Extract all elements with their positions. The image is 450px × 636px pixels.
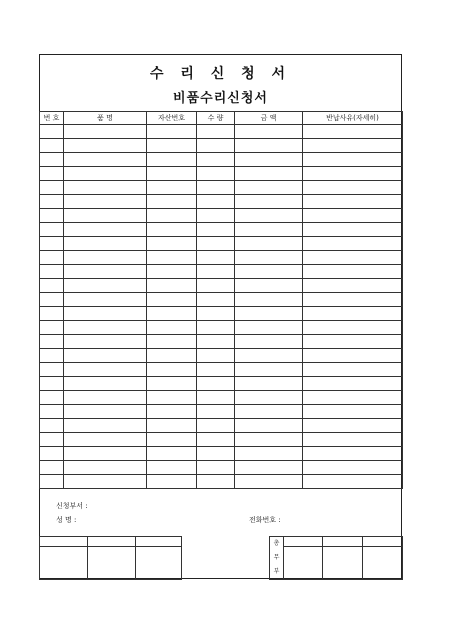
table-cell[interactable] (197, 405, 235, 419)
table-cell[interactable] (40, 167, 64, 181)
table-cell[interactable] (64, 251, 147, 265)
table-cell[interactable] (64, 391, 147, 405)
table-row (40, 433, 403, 447)
table-cell[interactable] (197, 125, 235, 139)
table-cell[interactable] (303, 377, 403, 391)
table-cell[interactable] (147, 447, 197, 461)
table-cell[interactable] (303, 139, 403, 153)
table-cell[interactable] (303, 363, 403, 377)
table-cell[interactable] (197, 377, 235, 391)
table-cell[interactable] (235, 363, 303, 377)
table-cell[interactable] (40, 153, 64, 167)
table-cell[interactable] (64, 181, 147, 195)
table-cell[interactable] (197, 209, 235, 223)
table-row (40, 405, 403, 419)
items-table (39, 111, 403, 489)
table-cell[interactable] (147, 419, 197, 433)
col-header-asset-number: 자산번호 (147, 112, 197, 125)
table-cell[interactable] (235, 307, 303, 321)
table-cell[interactable] (197, 251, 235, 265)
table-cell[interactable] (235, 209, 303, 223)
table-cell[interactable] (40, 433, 64, 447)
table-cell[interactable] (147, 195, 197, 209)
table-cell[interactable] (197, 419, 235, 433)
table-cell[interactable] (40, 251, 64, 265)
table-cell[interactable] (40, 237, 64, 251)
table-cell[interactable] (235, 293, 303, 307)
table-cell[interactable] (197, 447, 235, 461)
table-cell[interactable] (147, 335, 197, 349)
table-row (40, 139, 403, 153)
table-row (40, 293, 403, 307)
table-cell[interactable] (303, 293, 403, 307)
table-cell[interactable] (235, 433, 303, 447)
table-cell[interactable] (235, 321, 303, 335)
table-row (40, 391, 403, 405)
table-cell[interactable] (235, 265, 303, 279)
table-cell[interactable] (40, 363, 64, 377)
table-cell[interactable] (64, 195, 147, 209)
table-row (40, 349, 403, 363)
table-cell[interactable] (303, 153, 403, 167)
table-cell[interactable] (197, 293, 235, 307)
table-cell[interactable] (235, 349, 303, 363)
table-cell[interactable] (235, 461, 303, 475)
form-title: 수 리 신 청 서 (149, 66, 292, 82)
table-cell[interactable] (303, 447, 403, 461)
table-row (40, 251, 403, 265)
table-cell[interactable] (147, 265, 197, 279)
table-cell[interactable] (64, 293, 147, 307)
table-cell[interactable] (40, 321, 64, 335)
table-cell[interactable] (303, 391, 403, 405)
table-cell[interactable] (303, 265, 403, 279)
table-cell[interactable] (64, 363, 147, 377)
table-cell[interactable] (303, 335, 403, 349)
table-cell[interactable] (235, 279, 303, 293)
table-cell[interactable] (147, 167, 197, 181)
table-cell[interactable] (147, 307, 197, 321)
table-header-row (40, 112, 403, 125)
applicant-dept-label: 신청부서 : (56, 502, 88, 510)
table-cell[interactable] (64, 237, 147, 251)
table-cell[interactable] (147, 153, 197, 167)
table-cell[interactable] (40, 335, 64, 349)
table-cell[interactable] (40, 391, 64, 405)
table-cell[interactable] (64, 167, 147, 181)
table-cell[interactable] (64, 279, 147, 293)
table-row (40, 307, 403, 321)
table-cell[interactable] (303, 321, 403, 335)
table-cell[interactable] (40, 181, 64, 195)
table-cell[interactable] (235, 251, 303, 265)
col-header-quantity: 수 량 (197, 112, 235, 125)
table-cell[interactable] (40, 195, 64, 209)
table-cell[interactable] (235, 237, 303, 251)
table-row (40, 209, 403, 223)
table-cell[interactable] (64, 475, 147, 489)
table-cell[interactable] (40, 125, 64, 139)
table-cell[interactable] (147, 475, 197, 489)
table-row (40, 419, 403, 433)
table-cell[interactable] (64, 377, 147, 391)
table-cell[interactable] (147, 293, 197, 307)
table-row (40, 461, 403, 475)
table-cell[interactable] (197, 475, 235, 489)
table-cell[interactable] (147, 433, 197, 447)
table-cell[interactable] (303, 461, 403, 475)
col-header-number: 번 호 (40, 112, 64, 125)
table-cell[interactable] (303, 237, 403, 251)
approval-side-label: 총 무 부 (270, 537, 284, 580)
table-cell[interactable] (147, 461, 197, 475)
table-cell[interactable] (197, 237, 235, 251)
table-row (40, 279, 403, 293)
table-cell[interactable] (64, 447, 147, 461)
table-row (40, 475, 403, 489)
table-row (40, 321, 403, 335)
table-cell[interactable] (147, 377, 197, 391)
table-cell[interactable] (64, 349, 147, 363)
table-row (40, 363, 403, 377)
table-cell[interactable] (235, 419, 303, 433)
table-cell[interactable] (303, 181, 403, 195)
table-cell[interactable] (197, 307, 235, 321)
table-cell[interactable] (303, 195, 403, 209)
table-cell[interactable] (64, 419, 147, 433)
table-cell[interactable] (147, 321, 197, 335)
table-cell[interactable] (235, 377, 303, 391)
table-cell[interactable] (147, 223, 197, 237)
table-cell[interactable] (235, 181, 303, 195)
table-cell[interactable] (197, 223, 235, 237)
table-cell[interactable] (40, 377, 64, 391)
table-cell[interactable] (197, 195, 235, 209)
table-cell[interactable] (303, 209, 403, 223)
table-cell[interactable] (197, 433, 235, 447)
table-cell[interactable] (64, 139, 147, 153)
table-cell[interactable] (235, 405, 303, 419)
table-cell[interactable] (147, 279, 197, 293)
table-cell[interactable] (147, 125, 197, 139)
table-cell[interactable] (197, 265, 235, 279)
table-row (40, 265, 403, 279)
phone-number-label: 전화번호 : (249, 516, 281, 524)
table-cell[interactable] (147, 251, 197, 265)
table-cell[interactable] (40, 139, 64, 153)
table-row (40, 377, 403, 391)
table-cell[interactable] (64, 223, 147, 237)
col-header-return-reason: 반납사유(자세히) (303, 112, 403, 125)
table-cell[interactable] (197, 391, 235, 405)
table-cell[interactable] (40, 405, 64, 419)
table-cell[interactable] (303, 349, 403, 363)
table-cell[interactable] (40, 265, 64, 279)
table-cell[interactable] (303, 433, 403, 447)
table-row (40, 125, 403, 139)
table-row (40, 335, 403, 349)
table-cell[interactable] (303, 419, 403, 433)
table-cell[interactable] (40, 209, 64, 223)
table-cell[interactable] (40, 223, 64, 237)
table-cell[interactable] (197, 139, 235, 153)
table-cell[interactable] (64, 433, 147, 447)
table-cell[interactable] (197, 321, 235, 335)
request-form (39, 54, 402, 579)
table-cell[interactable] (235, 167, 303, 181)
table-cell[interactable] (40, 447, 64, 461)
table-cell[interactable] (235, 153, 303, 167)
table-cell[interactable] (147, 237, 197, 251)
table-cell[interactable] (197, 349, 235, 363)
table-cell[interactable] (235, 335, 303, 349)
table-cell[interactable] (64, 405, 147, 419)
applicant-name-label: 성 명 : (56, 516, 77, 524)
table-cell[interactable] (40, 419, 64, 433)
table-cell[interactable] (40, 279, 64, 293)
table-cell[interactable] (235, 223, 303, 237)
table-cell[interactable] (64, 461, 147, 475)
table-row (40, 153, 403, 167)
table-row (40, 237, 403, 251)
left-approval-box (39, 536, 182, 580)
table-cell[interactable] (197, 363, 235, 377)
col-header-item-name: 품 명 (64, 112, 147, 125)
table-cell[interactable] (303, 167, 403, 181)
table-cell[interactable] (303, 475, 403, 489)
table-cell[interactable] (147, 405, 197, 419)
table-cell[interactable] (303, 405, 403, 419)
table-cell[interactable] (147, 139, 197, 153)
table-cell[interactable] (235, 447, 303, 461)
form-subtitle: 비품수리신청서 (173, 91, 268, 106)
table-cell[interactable] (197, 279, 235, 293)
table-cell[interactable] (64, 335, 147, 349)
col-header-amount: 금 액 (235, 112, 303, 125)
table-cell[interactable] (147, 363, 197, 377)
table-cell[interactable] (147, 391, 197, 405)
table-cell[interactable] (303, 251, 403, 265)
table-cell[interactable] (303, 223, 403, 237)
table-row (40, 167, 403, 181)
table-cell[interactable] (235, 475, 303, 489)
table-cell[interactable] (64, 209, 147, 223)
right-approval-box (269, 536, 403, 580)
table-cell[interactable] (197, 335, 235, 349)
table-row (40, 181, 403, 195)
table-cell[interactable] (64, 265, 147, 279)
table-cell[interactable] (197, 181, 235, 195)
table-cell[interactable] (147, 349, 197, 363)
table-cell[interactable] (64, 125, 147, 139)
table-row (40, 447, 403, 461)
table-row (40, 195, 403, 209)
table-cell[interactable] (64, 153, 147, 167)
table-cell[interactable] (235, 391, 303, 405)
table-cell[interactable] (197, 153, 235, 167)
table-cell[interactable] (147, 181, 197, 195)
table-cell[interactable] (235, 195, 303, 209)
table-cell[interactable] (40, 349, 64, 363)
table-cell[interactable] (40, 293, 64, 307)
table-cell[interactable] (40, 307, 64, 321)
table-cell[interactable] (147, 209, 197, 223)
table-row (40, 223, 403, 237)
table-cell[interactable] (64, 321, 147, 335)
table-cell[interactable] (235, 139, 303, 153)
table-cell[interactable] (64, 307, 147, 321)
table-cell[interactable] (197, 167, 235, 181)
table-cell[interactable] (303, 279, 403, 293)
table-cell[interactable] (40, 461, 64, 475)
table-cell[interactable] (303, 125, 403, 139)
table-cell[interactable] (197, 461, 235, 475)
table-cell[interactable] (303, 307, 403, 321)
table-cell[interactable] (235, 125, 303, 139)
table-cell[interactable] (40, 475, 64, 489)
